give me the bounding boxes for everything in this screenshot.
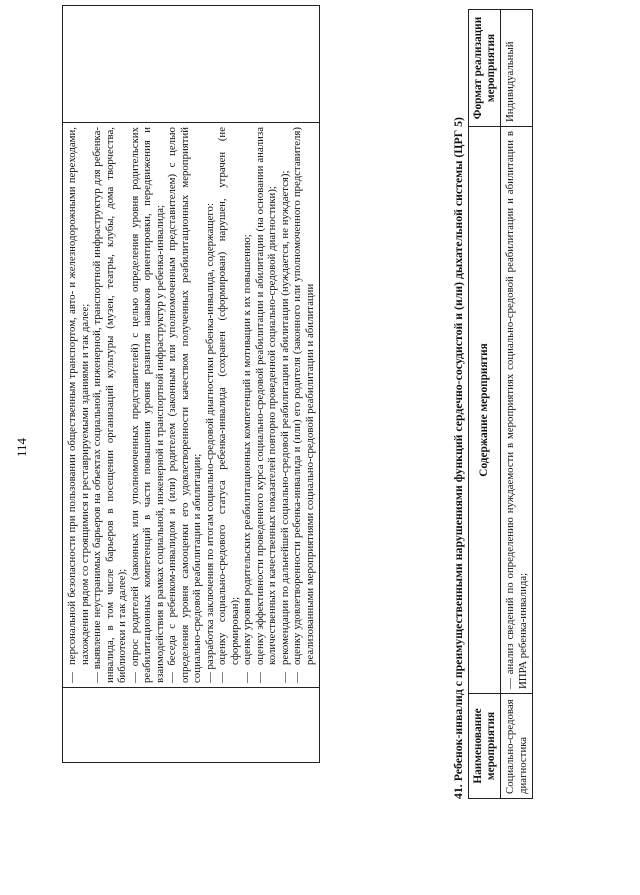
list-item xyxy=(291,127,316,683)
row-content: — анализ сведений по определению нуждаемости в мероприятиях социально-средовой реабилитации и абилитации в ИПРА ребенка-инвалида; xyxy=(501,127,533,694)
header-name: Наименование мероприятия xyxy=(469,694,501,799)
section-title: 41. Ребенок-инвалид с преимущественными нарушениями функций сердечно-сосудистой и (или) дыхательной системы (ЦРГ 5) xyxy=(451,117,465,799)
header-row xyxy=(469,10,501,799)
list-item: — опрос родителей (законных или уполномоченных представителей) с целью определения уровня родительских реабилитационных компетенций в части повышения уровня развития навыков ориентировки, передвижения и взаимодействия в рамках социальной, инженерной и транспортной инфраструктур у ребенка-инвалида; xyxy=(128,127,166,683)
list-item xyxy=(279,127,292,683)
list-item xyxy=(254,127,279,683)
dash-marker: — xyxy=(278,672,291,683)
list-item-text: оценку удовлетворенности ребенка-инвалида и (или) его родителя (законного или уполномоченного представителя) реализованными мероприятиями социально-средовой реабилитации и абилитации xyxy=(291,127,316,665)
format-cell-empty xyxy=(63,6,320,123)
list-item xyxy=(66,127,91,683)
content-cell xyxy=(63,123,320,688)
list-item-text: рекомендации по дальнейшей социально-средовой реабилитации и абилитации (нуждается, не нуждается); xyxy=(278,170,291,665)
name-cell-empty xyxy=(63,688,320,763)
list-item-text: персональной безопасности при пользовании общественным транспортом, авто- и железнодорожными переходами, нахождении рядом со строящимися и реставрируемыми зданиями и так далее; xyxy=(66,127,91,665)
table-row xyxy=(501,10,533,799)
dash-marker: — xyxy=(216,672,228,683)
header-content: Содержание мероприятия xyxy=(469,127,501,694)
upper-table xyxy=(62,5,320,763)
list-item-text: оценку социально-средового статуса ребенка-инвалида (сохранен (сформирован) нарушен, утрачен (не сформирован); xyxy=(216,127,241,665)
list-item: — разработка заключения по итогам социально-средовой диагностики ребенка-инвалида, содержащего: xyxy=(203,203,216,683)
row-name: Социально-средовая диагностика xyxy=(501,694,533,799)
list-item-text: оценку уровня родительских реабилитационных компетенций и мотивации к их повышению; xyxy=(241,234,253,665)
row-format: Индивидуальный xyxy=(501,10,533,127)
dash-marker: — xyxy=(241,672,253,683)
dash-marker: — xyxy=(291,672,303,683)
list-item-text: оценку эффективности проведенного курса социально-средовой реабилитации и абилитации (на основании анализа количественных и качественных показателей повторно проведенной социально-средовой диагностики); xyxy=(253,127,278,665)
page-number: 114 xyxy=(14,437,29,458)
dash-marker: — xyxy=(66,672,78,683)
header-format: Формат реализации мероприятия xyxy=(469,10,501,127)
list-item: — выявление неустранимых барьеров на объектах социальной, инженерной, транспортной инфраструктур для ребенка-инвалида, в том числе барьеров в посещении организаций культуры (музеи, театры, клубы, дома творчества, библиотеки и так далее); xyxy=(91,127,128,683)
table-row xyxy=(63,6,320,763)
dash-marker: — xyxy=(253,672,266,683)
list-item xyxy=(216,127,241,683)
lower-table xyxy=(468,9,533,799)
list-item xyxy=(241,127,254,683)
list-item: — беседа с ребенком-инвалидом и (или) родителем (законным или уполномоченным представителем) с целью определения уровня самооценки его удовлетворенности качеством полученных реабилитационных мероприятий социально-средовой реабилитации и абилитации; xyxy=(166,127,203,683)
